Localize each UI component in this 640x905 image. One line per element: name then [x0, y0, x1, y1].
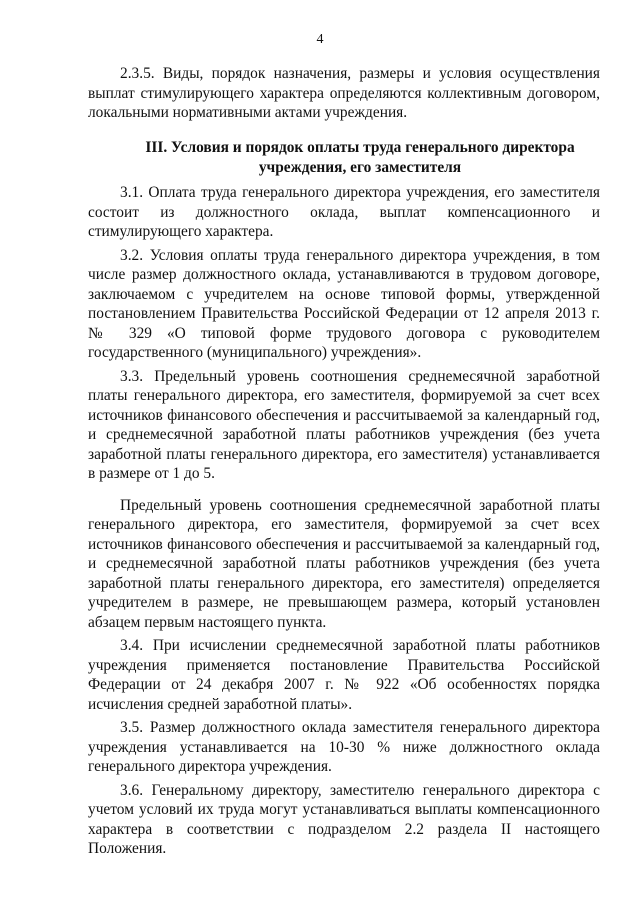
paragraph-3-2: 3.2. Условия оплаты труда генерального директора учреждения, в том числе размер должностного оклада, устанавливаются в трудовом договоре, заключаемом с учредителем на основе типовой формы, утвержденной постановлением Правительства Российской Федерации от 12 апреля 2013 г. № 329 «О типовой форме трудового договора с руководителем государственного (муниципального) учреждения». — [88, 246, 600, 361]
paragraph-block-top — [88, 64, 600, 127]
section-heading-line-1: III. Условия и порядок оплаты труда генерального директора — [145, 139, 575, 156]
paragraph-3-3: 3.3. Предельный уровень соотношения среднемесячной заработной платы генерального директора, его заместителя, формируемой за счет всех источников финансового обеспечения и рассчитываемой за календарный год, и среднемесячной заработной платы работников учреждения (без учета заработной платы генерального директора, его заместителя) устанавливается в размере от 1 до 5. — [88, 367, 600, 482]
paragraph-block-main — [88, 183, 600, 863]
section-heading-line-2: учреждения, его заместителя — [258, 159, 462, 176]
paragraph-3-1: 3.1. Оплата труда генерального директора учреждения, его заместителя состоит из должностного оклада, выплат компенсационного и стимулирующего характера. — [88, 184, 600, 240]
paragraph-3-3-second: Предельный уровень соотношения среднемесячной заработной платы генерального директора, его заместителя, формируемой за счет всех источников финансового обеспечения и рассчитываемой за календарный год, и среднемесячной заработной платы работников учреждения (без учета заработной платы генерального директора, его заместителя) определяется учредителем в размере, не превышающем размера, который установлен абзацем первым настоящего пункта. — [88, 496, 600, 631]
paragraph-3-4: 3.4. При исчислении среднемесячной заработной платы работников учреждения применяется постановление Правительства Российской Федерации от 24 декабря 2007 г. № 922 «Об особенностях порядка исчисления средней заработной платы». — [88, 637, 600, 713]
section-heading-block — [88, 140, 600, 180]
paragraph-3-5: 3.5. Размер должностного оклада заместителя генерального директора учреждения устанавливается на 10-30 % ниже должностного оклада генерального директора учреждения. — [88, 719, 600, 775]
page-number: 4 — [316, 32, 324, 47]
paragraph-3-6: 3.6. Генеральному директору, заместителю генерального директора с учетом условий их труда могут устанавливаться выплаты компенсационного характера в соответствии с подразделом 2.2 раздела II настоящего Положения. — [88, 781, 600, 857]
paragraph-2-3-5: 2.3.5. Виды, порядок назначения, размеры и условия осуществления выплат стимулирующего характера определяются коллективным договором, локальными нормативными актами учреждения. — [88, 65, 600, 121]
